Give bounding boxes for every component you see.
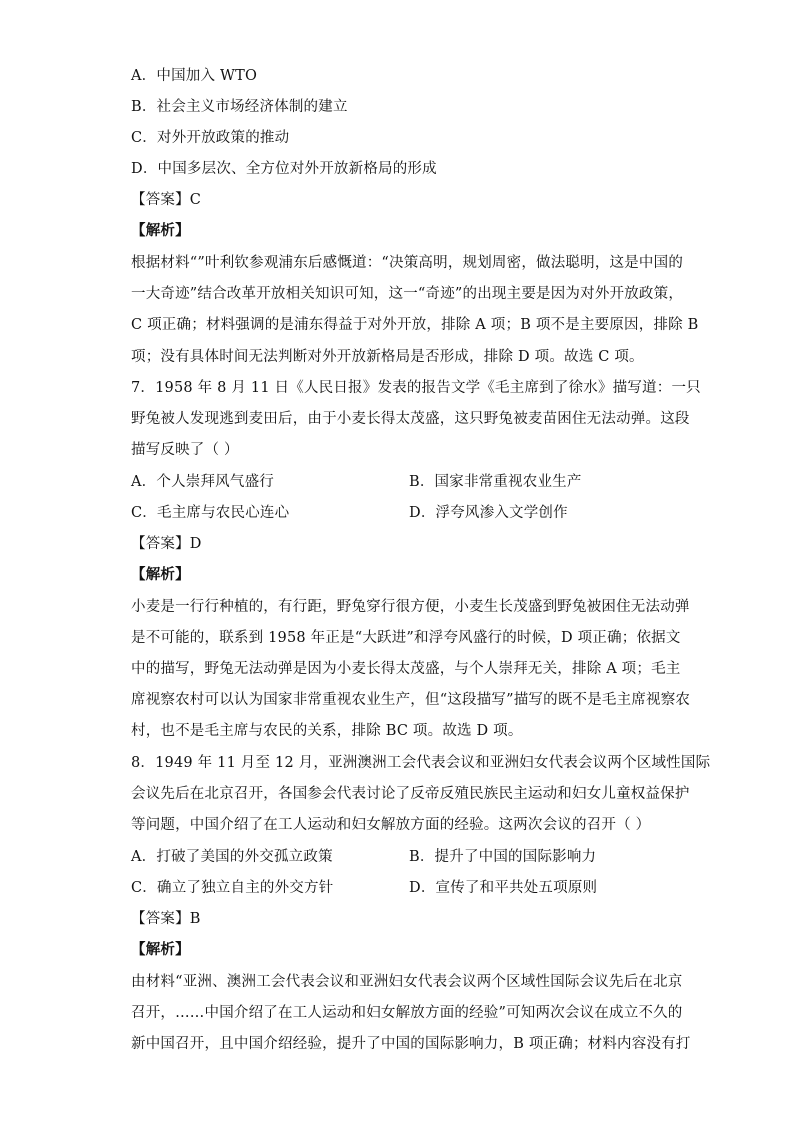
q7-stem-line: 7．1958 年 8 月 11 日《人民日报》发表的报告文学《毛主席到了徐水》描写道：一只: [131, 380, 701, 396]
q8-option-d: D．宣传了和平共处五项原则: [409, 880, 598, 896]
q7-option-a: A．个人崇拜风气盛行: [131, 474, 274, 490]
q7-stem-line: 野兔被人发现逃到麦田后，由于小麦长得太茂盛，这只野兔被麦苗困住无法动弹。这段: [131, 411, 690, 427]
q6-analysis-line: 一大奇迹”结合改革开放相关知识可知，这一“奇迹”的出现主要是因为对外开放政策，: [131, 286, 684, 302]
q7-analysis-line: 中的描写，野兔无法动弹是因为小麦长得太茂盛，与个人崇拜无关，排除 A 项；毛主: [131, 661, 681, 677]
q7-option-c: C．毛主席与农民心连心: [131, 505, 290, 521]
q6-analysis-line: 根据材料“”叶利钦参观浦东后感慨道：“决策高明，规划周密，做法聪明，这是中国的: [131, 255, 684, 271]
q7-analysis-label: 【解析】: [131, 566, 190, 583]
q7-analysis-line: 席视察农村可以认为国家非常重视农业生产，但“这段描写”描写的既不是毛主席视察农: [131, 692, 691, 708]
q6-option-c: C．对外开放政策的推动: [131, 130, 290, 146]
q7-analysis-line: 小麦是一行行种植的，有行距，野兔穿行很方便，小麦生长茂盛到野兔被困住无法动弹: [131, 599, 690, 615]
q6-analysis-line: C 项正确；材料强调的是浦东得益于对外开放，排除 A 项；B 项不是主要原因，排除 B: [131, 317, 699, 333]
q6-option-b: B．社会主义市场经济体制的建立: [131, 99, 348, 115]
q8-stem-line: 会议先后在北京召开，各国参会代表讨论了反帝反殖民族民主运动和妇女儿童权益保护: [131, 786, 690, 802]
q8-analysis-line: 新中国召开，且中国介绍经验，提升了中国的国际影响力，B 项正确；材料内容没有打: [131, 1036, 691, 1052]
q8-option-c: C．确立了独立自主的外交方针: [131, 880, 334, 896]
q8-option-b: B．提升了中国的国际影响力: [409, 849, 597, 865]
q6-option-a: A．中国加入 WTO: [131, 68, 258, 84]
q7-stem-line: 描写反映了（ ）: [131, 442, 239, 458]
q7-analysis-line: 是不可能的，联系到 1958 年正是“大跃进”和浮夸风盛行的时候，D 项正确；依据文: [131, 630, 681, 646]
q8-stem-line: 等问题，中国介绍了在工人运动和妇女解放方面的经验。这两次会议的召开（ ）: [131, 817, 651, 833]
q6-option-d: D．中国多层次、全方位对外开放新格局的形成: [131, 161, 437, 177]
q7-answer: 【答案】D: [131, 536, 202, 552]
q8-answer: 【答案】B: [131, 911, 201, 927]
q8-analysis-line: 召开，……中国介绍了在工人运动和妇女解放方面的经验”可知两次会议在成立不久的: [131, 1005, 683, 1021]
q6-analysis-label: 【解析】: [131, 222, 190, 239]
q7-option-b: B．国家非常重视农业生产: [409, 474, 582, 490]
q6-analysis-line: 项；没有具体时间无法判断对外开放新格局是否形成，排除 D 项。故选 C 项。: [131, 349, 644, 365]
q7-option-d: D．浮夸风渗入文学创作: [409, 505, 568, 521]
q8-option-a: A．打破了美国的外交孤立政策: [131, 849, 333, 865]
q8-analysis-line: 由材料“亚洲、澳洲工会代表会议和亚洲妇女代表会议两个区域性国际会议先后在北京: [131, 974, 683, 990]
q8-stem-line: 8．1949 年 11 月至 12 月，亚洲澳洲工会代表会议和亚洲妇女代表会议两个区域性国际: [131, 755, 711, 771]
q6-answer: 【答案】C: [131, 192, 202, 208]
q7-analysis-line: 村，也不是毛主席与农民的关系，排除 BC 项。故选 D 项。: [131, 723, 523, 739]
q8-analysis-label: 【解析】: [131, 941, 190, 958]
